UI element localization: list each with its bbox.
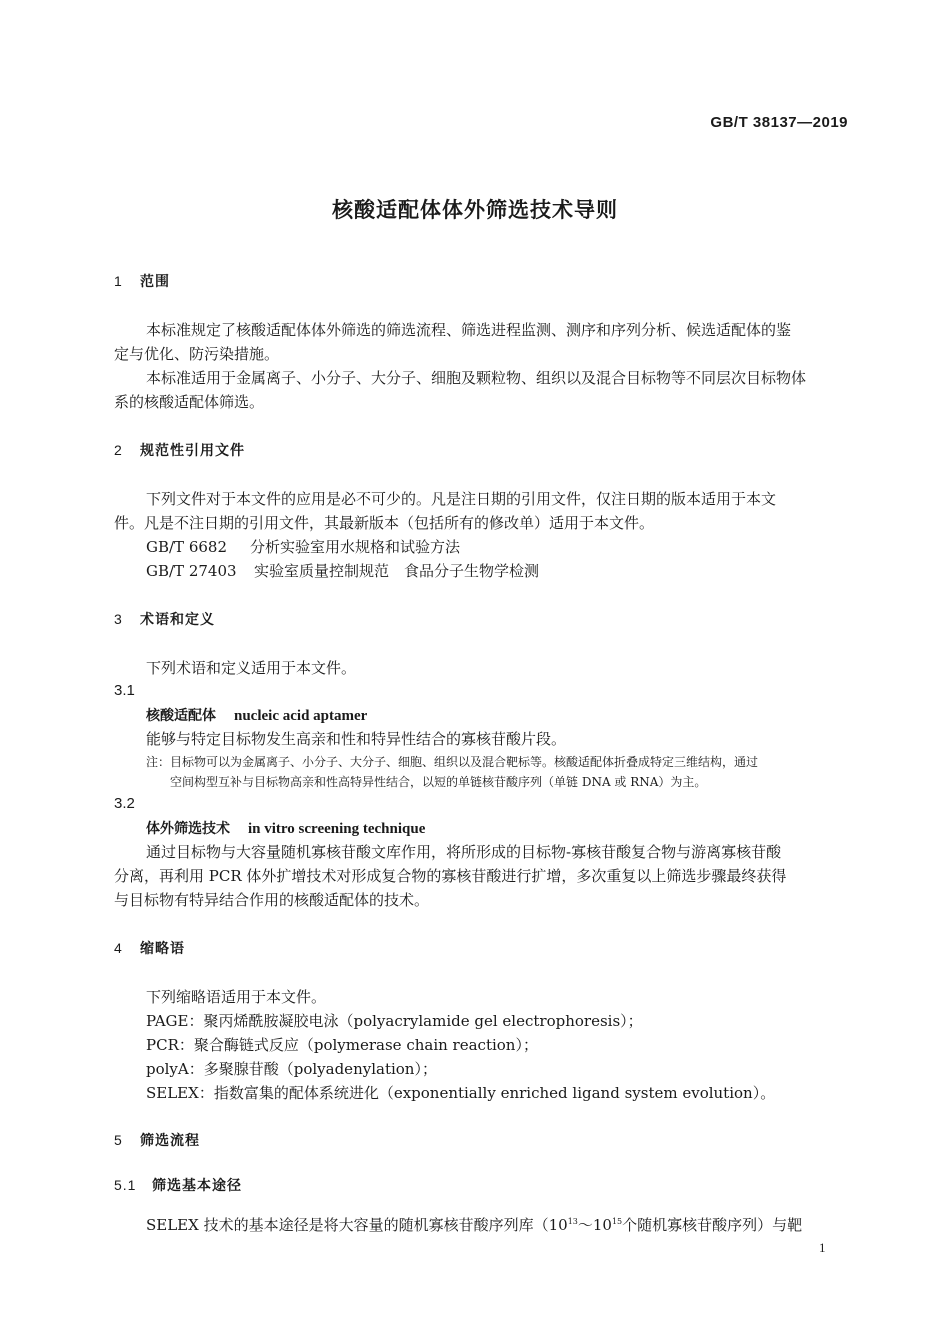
page-title: 核酸适配体体外筛选技术导则: [332, 198, 618, 222]
term-definition: 与目标物有特异结合作用的核酸适配体的技术。: [114, 891, 430, 909]
paragraph-line: [146, 1210, 802, 1237]
term-definition: 通过目标物与大容量随机寡核苷酸文库作用，将所形成的目标物-寡核苷酸复合物与游离寡核苷酸: [146, 843, 782, 861]
paragraph-line: 本标准规定了核酸适配体体外筛选的筛选流程、筛选进程监测、测序和序列分析、候选适配体的鉴: [146, 321, 792, 339]
paragraph-line: 系的核酸适配体筛选。: [114, 393, 265, 411]
section-title: 术语和定义: [140, 612, 215, 628]
superscript: 15: [611, 1217, 623, 1226]
paragraph-line: 下列缩略语适用于本文件。: [146, 988, 327, 1006]
subsection-heading-5-1: [114, 1175, 242, 1195]
paragraph-line: 定与优化、防污染措施。: [114, 345, 280, 363]
paragraph-line: 件。凡是不注日期的引用文件，其最新版本（包括所有的修改单）适用于本文件。: [114, 514, 655, 532]
section-title: 缩略语: [140, 941, 185, 957]
reference-title: 分析实验室用水规格和试验方法: [250, 538, 461, 556]
term-english: in vitro screening technique: [248, 821, 426, 837]
abbreviation-item: SELEX：指数富集的配体系统进化（exponentially enriched ligand system evolution）。: [146, 1084, 776, 1102]
reference-item: [146, 559, 539, 583]
text-run: 个随机寡核苷酸序列）与靶: [622, 1216, 803, 1234]
section-heading-5: [114, 1130, 200, 1150]
section-number: 4: [114, 940, 123, 956]
abbreviation-item: PCR：聚合酶链式反应（polymerase chain reaction）；: [146, 1036, 538, 1054]
term-definition: 能够与特定目标物发生高亲和性和特异性结合的寡核苷酸片段。: [146, 730, 567, 748]
reference-title: 实验室质量控制规范 食品分子生物学检测: [254, 562, 540, 580]
term-chinese: 核酸适配体: [146, 708, 216, 724]
section-heading-2: [114, 440, 245, 460]
superscript: 13: [567, 1217, 578, 1226]
reference-item: [146, 535, 460, 559]
standard-code: GB/T 38137—2019: [710, 114, 848, 131]
paragraph-line: 下列文件对于本文件的应用是必不可少的。凡是注日期的引用文件，仅注日期的版本适用于本文: [146, 490, 777, 508]
section-title: 筛选基本途径: [152, 1178, 242, 1194]
section-heading-4: [114, 938, 185, 958]
section-title: 筛选流程: [140, 1133, 200, 1149]
term-heading: [146, 705, 367, 725]
section-number: 5: [114, 1132, 123, 1148]
reference-code: GB/T 6682: [146, 538, 228, 556]
section-title: 范围: [140, 274, 170, 290]
paragraph-line: 本标准适用于金属离子、小分子、大分子、细胞及颗粒物、组织以及混合目标物等不同层次目标物体: [146, 369, 807, 387]
term-number: 3.1: [114, 682, 135, 699]
term-chinese: 体外筛选技术: [146, 821, 230, 837]
abbreviation-item: PAGE：聚丙烯酰胺凝胶电泳（polyacrylamide gel electrophoresis）；: [146, 1012, 643, 1030]
note-line: 空间构型互补与目标物高亲和性高特异性结合，以短的单链核苷酸序列（单链 DNA 或 RNA）为主。: [170, 775, 707, 789]
text-run: ～10: [577, 1216, 612, 1234]
term-definition: 分离，再利用 PCR 体外扩增技术对形成复合物的寡核苷酸进行扩增，多次重复以上筛选步骤最终获得: [114, 867, 787, 885]
section-number: 3: [114, 611, 123, 627]
reference-code: GB/T 27403: [146, 562, 237, 580]
section-number: 2: [114, 442, 123, 458]
term-number: 3.2: [114, 795, 135, 812]
section-heading-1: [114, 271, 170, 291]
section-number: 1: [114, 273, 123, 289]
page-number: 1: [819, 1240, 826, 1255]
term-heading: [146, 818, 425, 838]
section-title: 规范性引用文件: [140, 443, 245, 459]
paragraph-line: 下列术语和定义适用于本文件。: [146, 659, 357, 677]
abbreviation-item: polyA：多聚腺苷酸（polyadenylation）；: [146, 1060, 437, 1078]
term-english: nucleic acid aptamer: [234, 708, 368, 724]
section-number: 5.1: [114, 1177, 137, 1193]
text-run: SELEX 技术的基本途径是将大容量的随机寡核苷酸序列库（10: [146, 1216, 568, 1234]
section-heading-3: [114, 609, 215, 629]
note-line: 注：目标物可以为金属离子、小分子、大分子、细胞、组织以及混合靶标等。核酸适配体折叠成特定三维结构，通过: [146, 755, 759, 769]
